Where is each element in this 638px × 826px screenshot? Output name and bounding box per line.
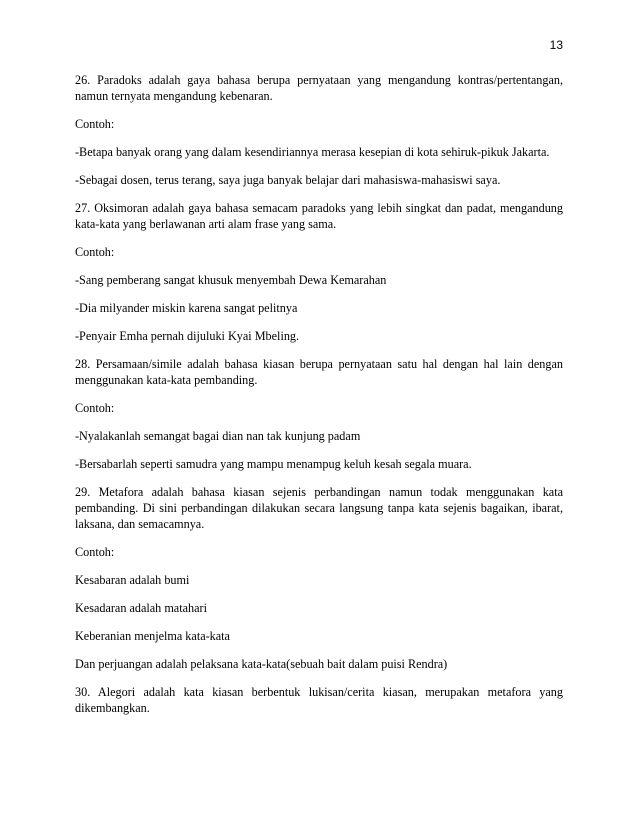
- example-line: -Dia milyander miskin karena sangat pelitnya: [75, 301, 298, 315]
- example-heading: Contoh:: [75, 245, 115, 259]
- paragraph-metafora-definition: 29. Metafora adalah bahasa kiasan sejenis perbandingan namun todak menggunakan kata pembanding. Di sini perbandingan dilakukan secara langsung tanpa kata sejenis bagaikan, ibarat, laksana, dan semacamnya.: [75, 485, 563, 531]
- poem-line: Kesadaran adalah matahari: [75, 601, 207, 615]
- poem-line: Kesabaran adalah bumi: [75, 573, 190, 587]
- example-line: -Sebagai dosen, terus terang, saya juga banyak belajar dari mahasiswa-mahasiswi saya.: [75, 173, 501, 187]
- example-line: -Nyalakanlah semangat bagai dian nan tak kunjung padam: [75, 429, 361, 443]
- poem-line: Dan perjuangan adalah pelaksana kata-kata(sebuah bait dalam puisi Rendra): [75, 657, 448, 671]
- document-body: [75, 72, 563, 728]
- example-line: -Sang pemberang sangat khusuk menyembah Dewa Kemarahan: [75, 273, 387, 287]
- example-line: -Bersabarlah seperti samudra yang mampu menampug keluh kesah segala muara.: [75, 457, 472, 471]
- example-line: -Betapa banyak orang yang dalam kesendiriannya merasa kesepian di kota sehiruk-pikuk Jakarta.: [75, 145, 550, 159]
- example-heading: Contoh:: [75, 401, 115, 415]
- paragraph-alegori-definition: 30. Alegori adalah kata kiasan berbentuk lukisan/cerita kiasan, merupakan metafora yang dikembangkan.: [75, 685, 563, 715]
- paragraph-oksimoran-definition: 27. Oksimoran adalah gaya bahasa semacam paradoks yang lebih singkat dan padat, mengandung kata-kata yang berlawanan arti alam frase yang sama.: [75, 201, 563, 231]
- example-line: -Penyair Emha pernah dijuluki Kyai Mbeling.: [75, 329, 300, 343]
- paragraph-simile-definition: 28. Persamaan/simile adalah bahasa kiasan berupa pernyataan satu hal dengan hal lain dengan menggunakan kata-kata pembanding.: [75, 357, 563, 387]
- poem-line: Keberanian menjelma kata-kata: [75, 629, 230, 643]
- example-heading: Contoh:: [75, 545, 115, 559]
- paragraph-paradoks-definition: 26. Paradoks adalah gaya bahasa berupa pernyataan yang mengandung kontras/pertentangan, namun ternyata mengandung kebenaran.: [75, 73, 563, 103]
- example-heading: Contoh:: [75, 117, 115, 131]
- page-number: 13: [549, 38, 563, 52]
